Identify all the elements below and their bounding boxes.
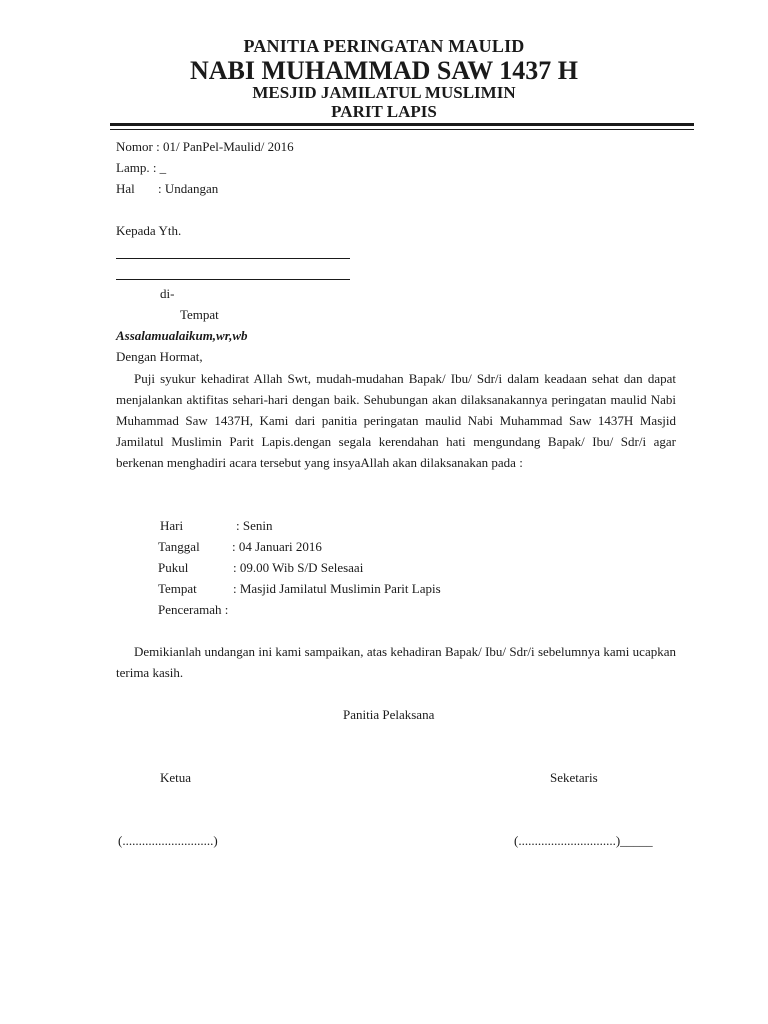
detail-place-label: Tempat (158, 581, 197, 596)
secretary-signature-line: (..............................)_____ (514, 833, 653, 848)
header-divider-thin (110, 129, 694, 130)
detail-date-label: Tanggal (158, 539, 200, 554)
closing-paragraph (116, 641, 676, 683)
chairman-signature-line: (............................) (118, 833, 218, 848)
body-paragraph-text: Puji syukur kehadirat Allah Swt, mudah-mudahan Bapak/ Ibu/ Sdr/i dalam keadaan sehat dan dapat menjalankan aktifitas sehari-hari dengan baik. Sehubungan akan dilaksanakannya peringatan maulid Nabi Muhammad Saw 1437H, Kami dari panitia peringatan maulid Nabi Muhammad Saw 1437H Masjid Jamilatul Muslimin Parit Lapis.dengan segala kerendahan hati mengundang Bapak/ Ibu/ Sdr/i agar berkenan menghadiri acara tersebut yang insyaAllah akan dilaksanakan pada : (116, 371, 676, 470)
recipient-di: di- (160, 286, 175, 301)
detail-date-value: : 04 Januari 2016 (232, 539, 322, 554)
detail-day-value: : Senin (236, 518, 273, 533)
secretary-label: Seketaris (550, 770, 598, 785)
detail-speaker: Penceramah : (158, 602, 229, 617)
subject-value: : Undangan (158, 181, 219, 196)
detail-day-label: Hari (160, 518, 184, 533)
body-paragraph (116, 368, 676, 473)
detail-time-value: : 09.00 Wib S/D Selesaai (233, 560, 364, 575)
salutation: Assalamualaikum,wr,wb (116, 328, 248, 343)
recipient-heading: Kepada Yth. (116, 223, 182, 238)
header-location: PARIT LAPIS (331, 102, 437, 121)
chairman-label: Ketua (160, 770, 192, 785)
header-committee: PANITIA PERINGATAN MAULID (243, 36, 525, 56)
header-divider-thick (110, 123, 694, 126)
header-mosque: MESJID JAMILATUL MUSLIMIN (252, 83, 516, 102)
attachment-line: Lamp. : _ (116, 160, 167, 175)
header-event-title: NABI MUHAMMAD SAW 1437 H (189, 56, 579, 85)
recipient-blank-line-1 (116, 258, 350, 259)
recipient-blank-line-2 (116, 279, 350, 280)
recipient-place: Tempat (180, 307, 219, 322)
detail-time-label: Pukul (158, 560, 189, 575)
letter-number: Nomor : 01/ PanPel-Maulid/ 2016 (116, 139, 294, 154)
subject-label: Hal (116, 181, 135, 196)
committee-title: Panitia Pelaksana (343, 707, 435, 722)
greeting: Dengan Hormat, (116, 349, 203, 364)
detail-place-value: : Masjid Jamilatul Muslimin Parit Lapis (233, 581, 441, 596)
closing-paragraph-text: Demikianlah undangan ini kami sampaikan, atas kehadiran Bapak/ Ibu/ Sdr/i sebelumnya kami ucapkan terima kasih. (116, 644, 676, 680)
